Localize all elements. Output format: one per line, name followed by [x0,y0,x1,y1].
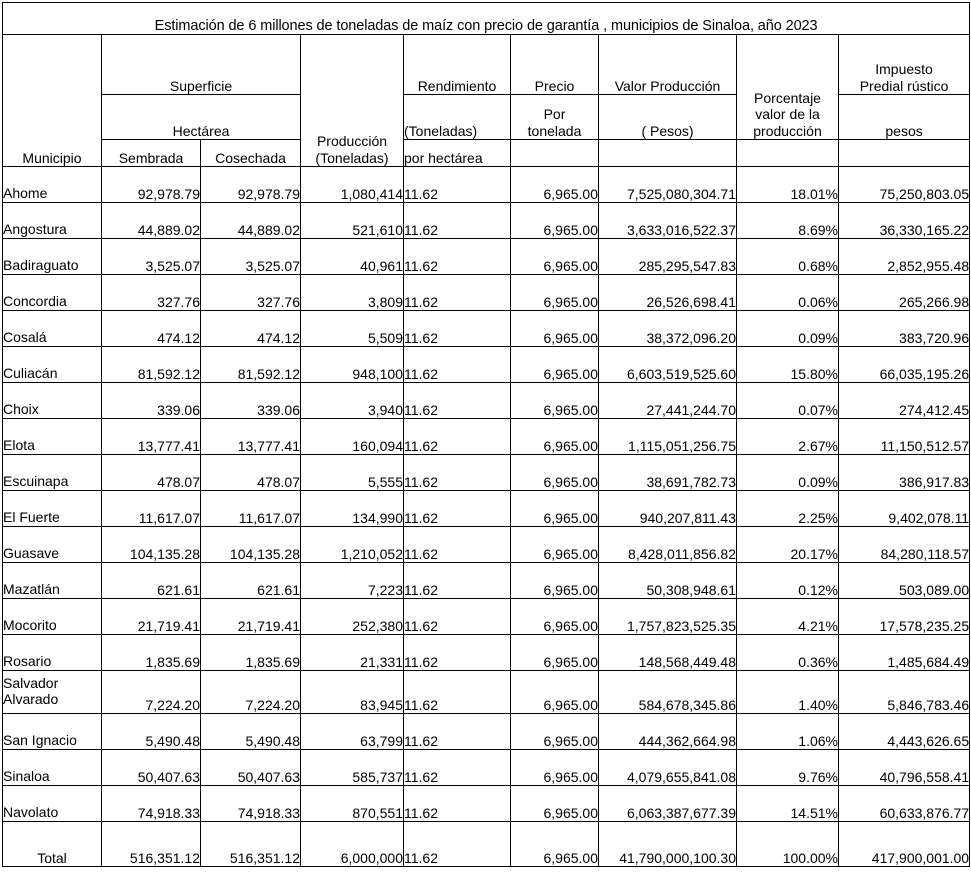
row-municipio: Mocorito [3,599,102,635]
row-rendimiento: 11.62 [404,527,511,563]
row-valor: 50,308,948.61 [599,563,737,599]
row-porcentaje: 1.06% [737,714,839,750]
row-precio: 6,965.00 [511,671,599,714]
row-municipio: Choix [3,383,102,419]
row-municipio: Rosario [3,635,102,671]
row-cosechada: 7,224.20 [201,671,301,714]
header-porcentaje-line3: producción [753,122,822,139]
row-impuesto: 4,443,626.65 [839,714,970,750]
row-precio: 6,965.00 [511,347,599,383]
row-municipio-line2: Alvarado [3,691,59,707]
row-sembrada: 5,490.48 [102,714,201,750]
header-cosechada: Cosechada [201,140,301,167]
row-cosechada: 11,617.07 [201,491,301,527]
row-precio: 6,965.00 [511,491,599,527]
table-row [3,275,970,311]
row-cosechada: 339.06 [201,383,301,419]
row-sembrada: 50,407.63 [102,750,201,786]
row-municipio: El Fuerte [3,491,102,527]
total-row [3,822,970,867]
row-porcentaje: 0.07% [737,383,839,419]
header-impuesto-unit: pesos [839,95,970,140]
row-cosechada: 92,978.79 [201,167,301,203]
row-municipio: Culiacán [3,347,102,383]
row-municipio: Cosalá [3,311,102,347]
row-porcentaje: 0.36% [737,635,839,671]
row-precio: 6,965.00 [511,311,599,347]
row-porcentaje: 2.25% [737,491,839,527]
table-row [3,714,970,750]
row-rendimiento: 11.62 [404,275,511,311]
row-produccion: 1,210,052 [301,527,404,563]
row-porcentaje: 9.76% [737,750,839,786]
row-impuesto: 265,266.98 [839,275,970,311]
row-produccion: 7,223 [301,563,404,599]
row-impuesto: 274,412.45 [839,383,970,419]
row-porcentaje: 18.01% [737,167,839,203]
header-superficie: Superficie [102,35,301,95]
row-municipio: Sinaloa [3,750,102,786]
row-rendimiento: 11.62 [404,455,511,491]
row-impuesto: 66,035,195.26 [839,347,970,383]
header-valor-produccion-unit: ( Pesos) [599,95,737,140]
header-precio: Precio [511,35,599,95]
row-sembrada: 474.12 [102,311,201,347]
row-sembrada: 104,135.28 [102,527,201,563]
row-porcentaje: 2.67% [737,419,839,455]
table-row [3,527,970,563]
row-valor: 1,757,823,525.35 [599,599,737,635]
table-row [3,419,970,455]
header-valor-produccion: Valor Producción [599,35,737,95]
row-rendimiento: 11.62 [404,203,511,239]
row-valor: 26,526,698.41 [599,275,737,311]
row-cosechada: 81,592.12 [201,347,301,383]
row-porcentaje: 0.12% [737,563,839,599]
row-valor: 6,603,519,525.60 [599,347,737,383]
row-valor: 940,207,811.43 [599,491,737,527]
row-impuesto: 11,150,512.57 [839,419,970,455]
row-precio: 6,965.00 [511,527,599,563]
row-precio: 6,965.00 [511,635,599,671]
row-porcentaje: 8.69% [737,203,839,239]
row-sembrada: 339.06 [102,383,201,419]
row-produccion: 521,610 [301,203,404,239]
row-municipio: Guasave [3,527,102,563]
header-valor-blank [599,140,737,167]
total-rendimiento: 11.62 [404,822,511,867]
table-row [3,347,970,383]
table-row [3,599,970,635]
row-rendimiento: 11.62 [404,714,511,750]
table-row [3,671,970,714]
row-precio: 6,965.00 [511,750,599,786]
row-rendimiento: 11.62 [404,563,511,599]
row-produccion: 252,380 [301,599,404,635]
row-rendimiento: 11.62 [404,383,511,419]
row-valor: 4,079,655,841.08 [599,750,737,786]
row-municipio: Badiraguato [3,239,102,275]
table-row [3,750,970,786]
row-rendimiento: 11.62 [404,167,511,203]
row-impuesto: 386,917.83 [839,455,970,491]
header-impuesto-line2: Predial rústico [859,77,949,94]
row-produccion: 160,094 [301,419,404,455]
row-rendimiento: 11.62 [404,750,511,786]
row-cosechada: 104,135.28 [201,527,301,563]
row-valor: 3,633,016,522.37 [599,203,737,239]
row-rendimiento: 11.62 [404,786,511,822]
header-porcentaje [737,35,839,140]
header-rendimiento-per-hectare: por hectárea [404,140,511,167]
row-cosechada: 44,889.02 [201,203,301,239]
row-valor: 584,678,345.86 [599,671,737,714]
header-porcentaje-blank [737,140,839,167]
title-row [3,3,970,35]
row-municipio: Mazatlán [3,563,102,599]
header-rendimiento-unit: (Toneladas) [404,95,511,140]
table-row [3,455,970,491]
row-rendimiento: 11.62 [404,419,511,455]
row-valor: 148,568,449.48 [599,635,737,671]
row-impuesto: 2,852,955.48 [839,239,970,275]
header-impuesto [839,35,970,95]
row-precio: 6,965.00 [511,714,599,750]
row-porcentaje: 20.17% [737,527,839,563]
row-produccion: 83,945 [301,671,404,714]
row-porcentaje: 0.09% [737,311,839,347]
header-impuesto-line1: Impuesto [875,61,933,78]
row-cosechada: 13,777.41 [201,419,301,455]
table-row [3,311,970,347]
row-impuesto: 36,330,165.22 [839,203,970,239]
row-cosechada: 621.61 [201,563,301,599]
row-valor: 7,525,080,304.71 [599,167,737,203]
row-valor: 38,691,782.73 [599,455,737,491]
row-rendimiento: 11.62 [404,311,511,347]
total-produccion: 6,000,000 [301,822,404,867]
row-produccion: 5,555 [301,455,404,491]
total-valor: 41,790,000,100.30 [599,822,737,867]
row-produccion: 40,961 [301,239,404,275]
row-cosechada: 478.07 [201,455,301,491]
row-sembrada: 3,525.07 [102,239,201,275]
row-cosechada: 474.12 [201,311,301,347]
header-precio-blank [511,140,599,167]
estimation-table [2,2,970,867]
total-label: Total [3,822,102,867]
row-sembrada: 13,777.41 [102,419,201,455]
row-cosechada: 50,407.63 [201,750,301,786]
row-produccion: 5,509 [301,311,404,347]
row-impuesto: 1,485,684.49 [839,635,970,671]
row-sembrada: 7,224.20 [102,671,201,714]
header-porcentaje-line1: Porcentaje [754,89,821,106]
row-valor: 38,372,096.20 [599,311,737,347]
row-cosechada: 74,918.33 [201,786,301,822]
header-produccion-line2: (Toneladas) [315,149,389,166]
row-impuesto: 75,250,803.05 [839,167,970,203]
header-porcentaje-line2: valor de la [755,106,820,123]
row-cosechada: 3,525.07 [201,239,301,275]
row-impuesto: 383,720.96 [839,311,970,347]
table-row [3,491,970,527]
header-produccion-line1: Producción [316,133,388,150]
row-precio: 6,965.00 [511,383,599,419]
row-sembrada: 11,617.07 [102,491,201,527]
row-sembrada: 74,918.33 [102,786,201,822]
header-precio-unit-line1: Por [543,106,566,123]
row-cosechada: 21,719.41 [201,599,301,635]
table-body [3,3,970,867]
row-impuesto: 9,402,078.11 [839,491,970,527]
total-impuesto: 417,900,001.00 [839,822,970,867]
row-produccion: 948,100 [301,347,404,383]
header-hectarea: Hectárea [102,95,301,140]
header-municipio: Municipio [3,35,102,167]
row-produccion: 3,940 [301,383,404,419]
row-precio: 6,965.00 [511,203,599,239]
row-porcentaje: 0.68% [737,239,839,275]
row-municipio: Angostura [3,203,102,239]
row-impuesto: 40,796,558.41 [839,750,970,786]
row-impuesto: 84,280,118.57 [839,527,970,563]
table-row [3,563,970,599]
table-row [3,203,970,239]
row-municipio: Concordia [3,275,102,311]
header-produccion [301,35,404,167]
row-rendimiento: 11.62 [404,635,511,671]
header-row-3 [3,140,970,167]
row-precio: 6,965.00 [511,563,599,599]
row-precio: 6,965.00 [511,786,599,822]
row-produccion: 585,737 [301,750,404,786]
row-sembrada: 92,978.79 [102,167,201,203]
header-sembrada: Sembrada [102,140,201,167]
table-row [3,786,970,822]
row-rendimiento: 11.62 [404,491,511,527]
row-porcentaje: 14.51% [737,786,839,822]
row-porcentaje: 0.09% [737,455,839,491]
row-sembrada: 327.76 [102,275,201,311]
table-row [3,167,970,203]
row-produccion: 134,990 [301,491,404,527]
page-title: Estimación de 6 millones de toneladas de maíz con precio de garantía , municipios de Sinaloa, año 2023 [3,3,970,35]
row-municipio: San Ignacio [3,714,102,750]
row-rendimiento: 11.62 [404,599,511,635]
table-row [3,383,970,419]
row-impuesto: 5,846,783.46 [839,671,970,714]
row-municipio: Escuinapa [3,455,102,491]
row-precio: 6,965.00 [511,239,599,275]
header-precio-unit-line2: tonelada [527,122,582,139]
row-sembrada: 81,592.12 [102,347,201,383]
row-impuesto: 503,089.00 [839,563,970,599]
row-municipio: Elota [3,419,102,455]
row-valor: 6,063,387,677.39 [599,786,737,822]
row-rendimiento: 11.62 [404,347,511,383]
row-valor: 1,115,051,256.75 [599,419,737,455]
row-valor: 27,441,244.70 [599,383,737,419]
header-rendimiento: Rendimiento [404,35,511,95]
row-sembrada: 621.61 [102,563,201,599]
row-precio: 6,965.00 [511,419,599,455]
row-municipio: Navolato [3,786,102,822]
row-porcentaje: 1.40% [737,671,839,714]
total-cosechada: 516,351.12 [201,822,301,867]
header-precio-unit [511,95,599,140]
row-produccion: 3,809 [301,275,404,311]
row-valor: 285,295,547.83 [599,239,737,275]
row-precio: 6,965.00 [511,455,599,491]
row-precio: 6,965.00 [511,275,599,311]
row-municipio: Ahome [3,167,102,203]
row-rendimiento: 11.62 [404,671,511,714]
row-cosechada: 5,490.48 [201,714,301,750]
row-produccion: 21,331 [301,635,404,671]
total-precio: 6,965.00 [511,822,599,867]
total-porcentaje: 100.00% [737,822,839,867]
table-row [3,635,970,671]
row-sembrada: 44,889.02 [102,203,201,239]
header-row-1 [3,35,970,95]
table-row [3,239,970,275]
row-municipio-line1: Salvador [3,675,59,692]
row-municipio [3,671,102,714]
total-sembrada: 516,351.12 [102,822,201,867]
row-cosechada: 1,835.69 [201,635,301,671]
row-produccion: 1,080,414 [301,167,404,203]
row-impuesto: 17,578,235.25 [839,599,970,635]
row-rendimiento: 11.62 [404,239,511,275]
row-sembrada: 21,719.41 [102,599,201,635]
row-precio: 6,965.00 [511,599,599,635]
row-porcentaje: 15.80% [737,347,839,383]
row-porcentaje: 0.06% [737,275,839,311]
row-impuesto: 60,633,876.77 [839,786,970,822]
header-impuesto-blank [839,140,970,167]
row-precio: 6,965.00 [511,167,599,203]
row-valor: 444,362,664.98 [599,714,737,750]
row-porcentaje: 4.21% [737,599,839,635]
row-sembrada: 1,835.69 [102,635,201,671]
row-sembrada: 478.07 [102,455,201,491]
row-produccion: 870,551 [301,786,404,822]
row-produccion: 63,799 [301,714,404,750]
row-cosechada: 327.76 [201,275,301,311]
row-valor: 8,428,011,856.82 [599,527,737,563]
